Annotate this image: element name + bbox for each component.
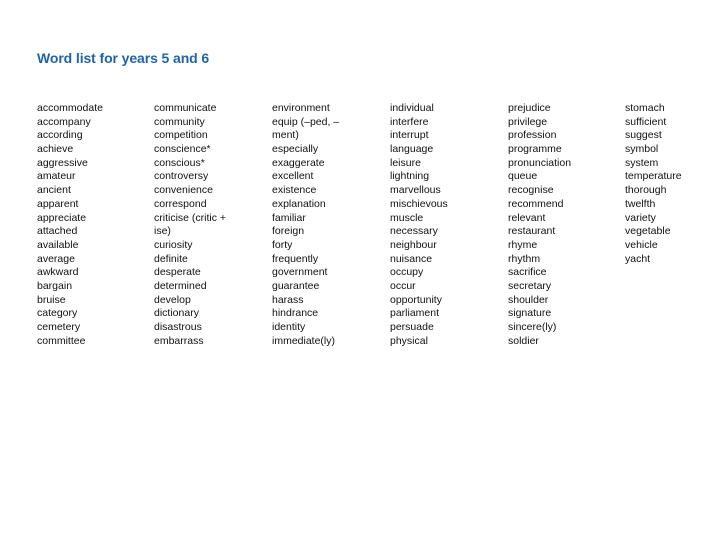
word: conscience* <box>154 143 211 156</box>
word: rhyme <box>508 238 538 251</box>
word: government <box>272 266 328 279</box>
word: embarrass <box>154 334 204 347</box>
word: curiosity <box>154 238 193 251</box>
word: especially <box>272 143 319 156</box>
word: occur <box>390 279 416 292</box>
word-column-4 <box>390 102 448 348</box>
word: twelfth <box>625 197 656 210</box>
word: forty <box>272 238 293 251</box>
word: lightning <box>390 170 430 183</box>
word: shoulder <box>508 293 549 306</box>
word: harass <box>272 293 304 306</box>
word: vegetable <box>625 225 671 238</box>
word: existence <box>272 184 317 197</box>
word: definite <box>154 252 188 265</box>
word: pronunciation <box>508 156 572 169</box>
word: physical <box>390 334 428 347</box>
word: prejudice <box>508 102 551 114</box>
word: attached <box>37 225 78 238</box>
word: secretary <box>508 279 552 292</box>
word: sufficient <box>625 115 667 128</box>
word: persuade <box>390 321 434 333</box>
word: conscious* <box>154 156 205 169</box>
word: yacht <box>625 252 651 265</box>
word: profession <box>508 129 557 142</box>
word-column-6 <box>625 102 682 266</box>
word: exaggerate <box>272 156 325 169</box>
word: individual <box>390 102 434 114</box>
word: sacrifice <box>508 266 547 279</box>
word: parliament <box>390 307 440 320</box>
word: aggressive <box>37 156 88 169</box>
page-title: Word list for years 5 and 6 <box>37 50 210 66</box>
word: vehicle <box>625 238 658 251</box>
word: sincere(ly) <box>508 321 557 333</box>
word: competition <box>154 129 208 142</box>
word: category <box>37 307 78 320</box>
word: language <box>390 143 434 156</box>
word: necessary <box>390 225 438 238</box>
word-column-5 <box>508 102 571 348</box>
word: immediate(ly) <box>272 334 336 347</box>
word: familiar <box>272 211 306 224</box>
word: mischievous <box>390 197 448 210</box>
word: appreciate <box>37 211 87 224</box>
word: queue <box>508 170 538 183</box>
word-column-2 <box>154 102 226 348</box>
word: programme <box>508 143 562 156</box>
word: foreign <box>272 225 305 238</box>
word: variety <box>625 211 656 224</box>
word: apparent <box>37 197 79 210</box>
word-column-1 <box>37 102 103 348</box>
word: explanation <box>272 197 326 210</box>
word: recommend <box>508 197 564 210</box>
word: amateur <box>37 170 76 183</box>
word: correspond <box>154 197 207 210</box>
word: convenience <box>154 184 213 197</box>
word: neighbour <box>390 238 437 251</box>
word: average <box>37 252 75 265</box>
word: accommodate <box>37 102 103 114</box>
word: relevant <box>508 211 546 224</box>
word: hindrance <box>272 307 319 320</box>
word: ment) <box>272 129 299 142</box>
word: bargain <box>37 279 73 292</box>
word: stomach <box>625 102 665 114</box>
word: soldier <box>508 334 539 347</box>
word: temperature <box>625 170 682 183</box>
word: guarantee <box>272 279 320 292</box>
word: equip (–ped, – <box>272 115 340 128</box>
word: ancient <box>37 184 71 197</box>
word: system <box>625 156 659 169</box>
word: interrupt <box>390 129 429 142</box>
word-column-3 <box>272 102 339 348</box>
word: environment <box>272 102 330 114</box>
word: ise) <box>154 225 171 238</box>
word: signature <box>508 307 552 320</box>
word: privilege <box>508 115 548 128</box>
word: develop <box>154 293 191 306</box>
word: frequently <box>272 252 319 265</box>
word: controversy <box>154 170 209 183</box>
word: available <box>37 238 79 251</box>
word: determined <box>154 279 207 292</box>
word: symbol <box>625 143 659 156</box>
word: leisure <box>390 156 421 169</box>
word: disastrous <box>154 321 202 333</box>
word: suggest <box>625 129 662 142</box>
word: identity <box>272 321 306 333</box>
word: rhythm <box>508 252 541 265</box>
word: criticise (critic + <box>154 211 227 224</box>
word: thorough <box>625 184 667 197</box>
word: achieve <box>37 143 74 156</box>
word: cemetery <box>37 321 81 333</box>
word: interfere <box>390 115 429 128</box>
word: nuisance <box>390 252 433 265</box>
word: bruise <box>37 293 66 306</box>
word: occupy <box>390 266 424 279</box>
word: restaurant <box>508 225 556 238</box>
word: committee <box>37 334 86 347</box>
word: marvellous <box>390 184 441 197</box>
word: accompany <box>37 115 91 128</box>
word: muscle <box>390 211 424 224</box>
word: according <box>37 129 83 142</box>
word: communicate <box>154 102 217 114</box>
word: desperate <box>154 266 201 279</box>
word: excellent <box>272 170 314 183</box>
word: opportunity <box>390 293 442 306</box>
word: community <box>154 115 205 128</box>
word: dictionary <box>154 307 199 320</box>
word: recognise <box>508 184 554 197</box>
word: awkward <box>37 266 79 279</box>
